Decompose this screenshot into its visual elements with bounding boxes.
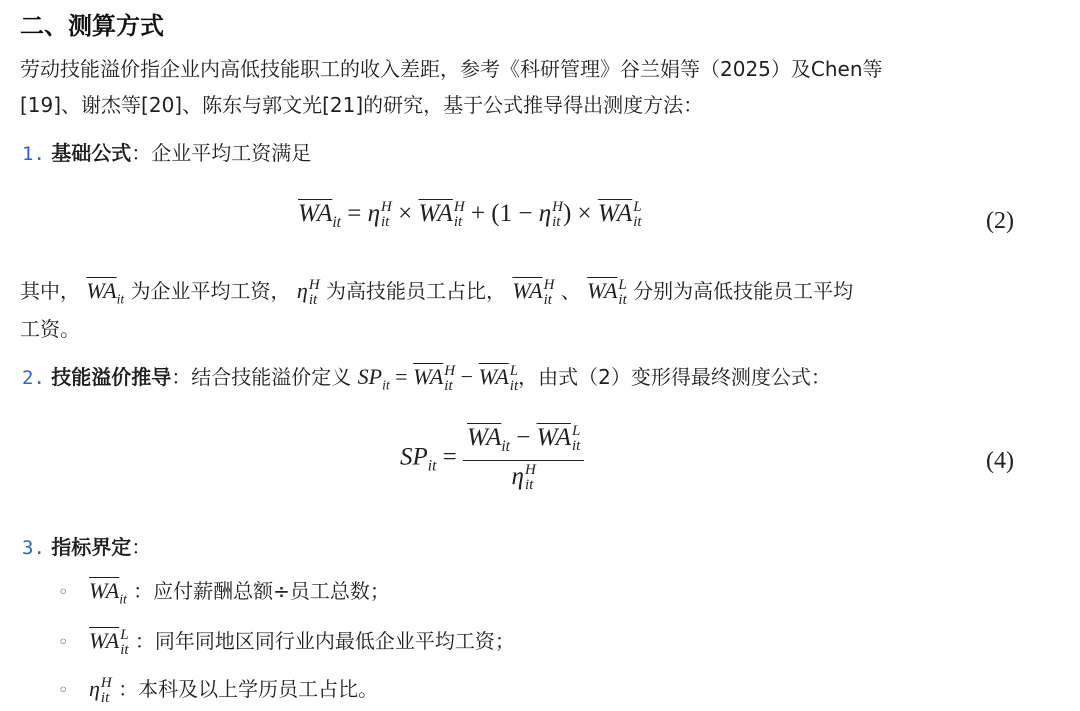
list-number: 2.: [22, 367, 45, 389]
section-heading: 二、测算方式: [20, 12, 164, 40]
equation-1-number: (2): [986, 208, 1014, 234]
intro-line-1: 劳动技能溢价指企业内高低技能职工的收入差距，参考《科研管理》谷兰娟等（2025）及Chen等: [20, 57, 883, 81]
list-item-1: [22, 136, 311, 171]
list-item-3: 3. 指标界定：: [22, 535, 152, 559]
equation-1: $\overline{WA}_{it} = \eta$ H it × $\overline{WA}$ H it + (1 − η H it ) × $\overline{WA}$ L it: [298, 199, 642, 231]
equation-2-number: (4): [986, 448, 1014, 474]
intro-line-2: [19]、谢杰等[20]、陈东与郭文光[21]的研究，基于公式推导得出测度方法：: [20, 93, 704, 117]
bullet-circle-icon: ◦: [58, 582, 69, 603]
bullet-circle-icon: ◦: [58, 632, 69, 653]
list-item-title: 基础公式: [51, 141, 132, 165]
list-number: 1.: [22, 143, 45, 165]
explanation-line-2: 工资。: [20, 317, 80, 341]
bullet-item-3: ◦ η H it ：本科及以上学历员工占比。: [58, 674, 379, 706]
bullet-item-2: ◦ $\overline{WA}$ L it ：同年同地区同行业内最低企业平均工资；: [58, 626, 515, 658]
list-item-text: ：企业平均工资满足: [131, 141, 312, 165]
explanation-line-1: 其中， $\overline{WA}_{it}$ 为企业平均工资， η H it 为高技能员工占比， $\overline{WA}$ H it 、 $\overline{WA}$ L it 分别为高低技能员工平均: [20, 276, 854, 308]
list-item-title: 指标界定: [51, 535, 132, 559]
list-item-title: 技能溢价推导: [51, 365, 172, 389]
bullet-item-1: ◦ $\overline{WA}_{it}$ ：应付薪酬总额÷员工总数；: [58, 578, 390, 607]
bullet-circle-icon: ◦: [58, 680, 69, 701]
list-item-2: 2. 技能溢价推导：结合技能溢价定义 $SP_{it} = \overline{WA}$ H it − $\overline{WA}$ L it ，由式（2）变形得最终测度公式：: [22, 362, 831, 394]
list-number: 3.: [22, 537, 45, 559]
equation-2: $SP_{it}$ = $\overline{WA}_{it} - \overline{WA}$ L it η H it: [400, 424, 584, 493]
